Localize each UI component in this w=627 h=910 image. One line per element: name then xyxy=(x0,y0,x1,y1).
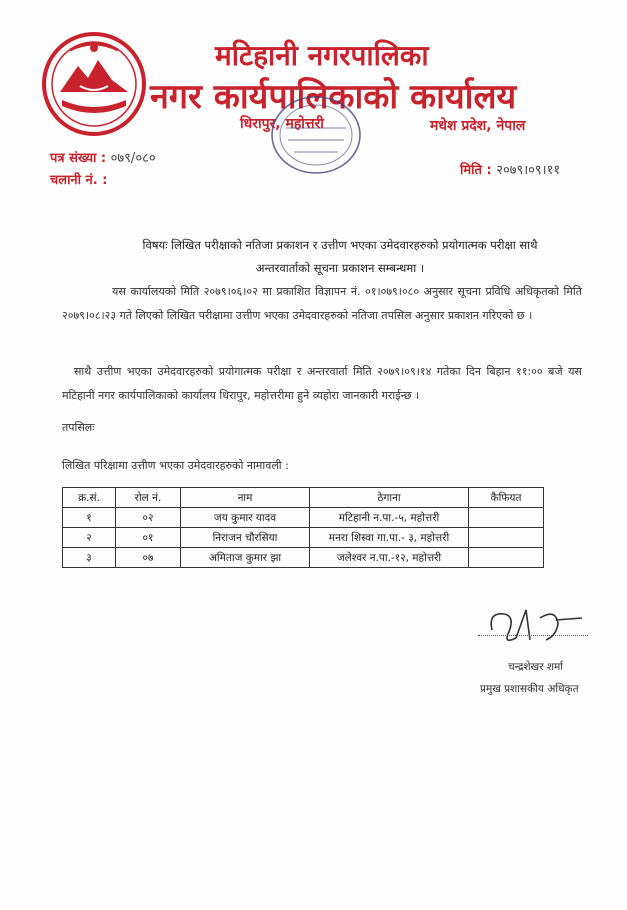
header-serial: क्र.सं. xyxy=(63,488,116,508)
cell-address: जलेश्वर न.पा.-१२, महोत्तरी xyxy=(310,548,469,568)
subject-line-2: अन्तरवार्ताको सूचना प्रकाशन सम्बन्धमा । xyxy=(255,261,425,275)
cell-serial: १ xyxy=(63,508,116,528)
ref-value: ०७९/०८० xyxy=(110,151,156,166)
subject-line-1: विषयः लिखित परीक्षाको नतिजा प्रकाशन र उत्तीण भएका उमेदवारहरुको प्रयोगात्मक परीक्षा साथै xyxy=(142,238,538,252)
cell-serial: २ xyxy=(63,528,116,548)
dispatch-number: चलानी नं. : xyxy=(50,173,108,188)
header-address: ठेगाना xyxy=(310,488,469,508)
cell-roll: ०२ xyxy=(116,508,181,528)
date-label: मिति : xyxy=(460,163,492,178)
cell-address: मटिहानी न.पा.-५, महोत्तरी xyxy=(310,508,469,528)
table-row xyxy=(63,508,544,528)
candidate-list-title: लिखित परिक्षामा उत्तीण भएका उमेदवारहरुको नामावली : xyxy=(62,459,289,472)
table-row xyxy=(63,548,544,568)
handwritten-signature xyxy=(486,600,586,650)
cell-name: अमिताज कुमार झा xyxy=(181,548,310,568)
subject xyxy=(120,234,560,280)
signatory-title: प्रमुख प्रशासकीय अधिकृत xyxy=(480,683,579,695)
cell-name: जय कुमार यादव xyxy=(181,508,310,528)
cell-name: निराजन चौरसिया xyxy=(181,528,310,548)
header-remarks: कैफियत xyxy=(469,488,544,508)
province-name: मधेश प्रदेश, नेपाल xyxy=(430,118,526,134)
cell-remarks xyxy=(469,528,544,548)
letter-date xyxy=(460,160,560,178)
municipality-name: मटिहानी नगरपालिका xyxy=(215,39,429,72)
signature-line xyxy=(478,635,588,636)
details-heading: तपसिलः xyxy=(62,421,95,434)
cell-roll: ०७ xyxy=(116,548,181,568)
header-roll: रोल नं. xyxy=(116,488,181,508)
body-paragraph-2: साथै उत्तीण भएका उमेदवारहरुको प्रयोगात्मक परीक्षा र अन्तरवार्ता मिति २०७९।०९।१४ गतेका दिन बिहान ११:०० बजे यस मटिहानी नगर कार्यपालिकाको कार्यालय धिरापुर, महोत्तरीमा हुने व्यहोरा जानकारी गराईन्छ । xyxy=(62,365,582,402)
cell-serial: ३ xyxy=(63,548,116,568)
cell-remarks xyxy=(469,548,544,568)
header-name: नाम xyxy=(181,488,310,508)
cell-address: मनरा शिस्वा गा.पा.- ३, महोत्तरी xyxy=(310,528,469,548)
reference-number xyxy=(50,148,156,166)
nepal-emblem-logo xyxy=(40,30,148,138)
date-value: २०७९।०९।११ xyxy=(496,163,561,178)
office-name: नगर कार्यपालिकाको कार्यालय xyxy=(150,77,517,117)
table-row xyxy=(63,528,544,548)
candidate-table xyxy=(62,487,544,568)
official-stamp xyxy=(268,92,364,178)
office-address: धिरापुर, महोत्तरी xyxy=(240,116,324,132)
cell-roll: ०१ xyxy=(116,528,181,548)
cell-remarks xyxy=(469,508,544,528)
table-header-row xyxy=(63,488,544,508)
body-paragraph-1: यस कार्यालयको मिति २०७९।०६।०२ मा प्रकाशित विज्ञापन नं. ०१।०७९।०८० अनुसार सूचना प्रविधि अधिकृतको मिति २०७९।०८।२३ गते लिएको लिखित परीक्षामा उत्तीण भएका उमेदवारहरुको नतिजा तपसिल अनुसार प्रकाशन गरिएको छ । xyxy=(62,285,582,322)
ref-label: पत्र संख्या : xyxy=(50,151,107,166)
signatory-name: चन्द्रशेखर शर्मा xyxy=(508,661,563,673)
